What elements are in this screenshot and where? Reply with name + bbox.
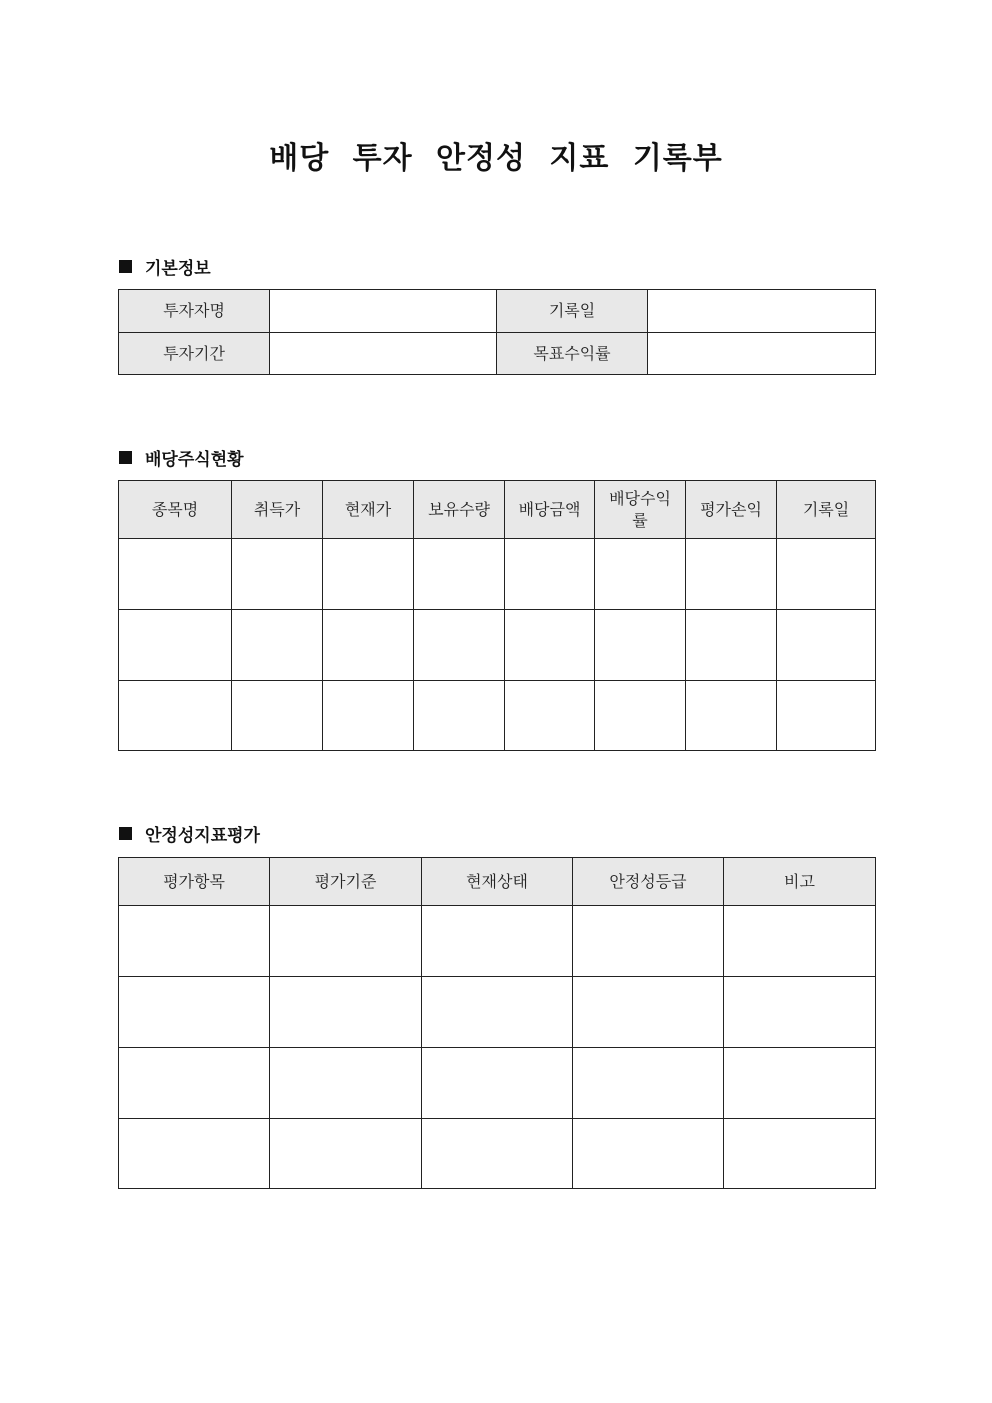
table-cell[interactable] [323,681,414,751]
table-cell[interactable] [270,1119,422,1189]
table-cell[interactable] [777,610,876,681]
table-cell[interactable] [686,681,777,751]
record-date-field[interactable] [648,290,876,333]
table-cell[interactable] [505,610,595,681]
label-investment-period: 투자기간 [119,333,270,375]
table-cell[interactable] [505,539,595,610]
table-cell[interactable] [724,977,876,1048]
table-cell[interactable] [232,539,323,610]
table-cell[interactable] [724,1048,876,1119]
table-cell[interactable] [573,977,724,1048]
table-cell[interactable] [595,681,686,751]
table-row [119,1048,876,1119]
table-cell[interactable] [119,1119,270,1189]
column-header: 비고 [724,858,876,906]
table-row [119,681,876,751]
column-header: 배당금액 [505,481,595,539]
table-cell[interactable] [119,1048,270,1119]
investment-period-field[interactable] [270,333,497,375]
table-cell[interactable] [422,906,573,977]
table-cell[interactable] [414,610,505,681]
column-header: 현재가 [323,481,414,539]
square-bullet-icon [119,451,132,464]
section-heading: 안정성지표평가 [145,826,260,846]
label-record-date: 기록일 [497,290,648,333]
table-cell[interactable] [119,906,270,977]
dividend-stocks-table [118,480,876,751]
table-row [119,290,876,333]
section-stability-eval [119,821,260,846]
label-target-return: 목표수익률 [497,333,648,375]
table-cell[interactable] [724,906,876,977]
table-header-row [119,481,876,539]
table-cell[interactable] [573,906,724,977]
table-cell[interactable] [422,977,573,1048]
column-header: 취득가 [232,481,323,539]
table-cell[interactable] [323,539,414,610]
column-header: 안정성등급 [573,858,724,906]
table-cell[interactable] [232,610,323,681]
column-header: 기록일 [777,481,876,539]
table-cell[interactable] [686,610,777,681]
square-bullet-icon [119,260,132,273]
table-cell[interactable] [595,610,686,681]
table-cell[interactable] [270,1048,422,1119]
table-cell[interactable] [119,610,232,681]
table-cell[interactable] [422,1119,573,1189]
table-row [119,333,876,375]
table-cell[interactable] [724,1119,876,1189]
label-investor-name: 투자자명 [119,290,270,333]
table-cell[interactable] [573,1119,724,1189]
table-cell[interactable] [270,977,422,1048]
section-basic-info [119,254,211,279]
table-cell[interactable] [119,681,232,751]
section-dividend-stocks [119,445,244,470]
column-header: 평가항목 [119,858,270,906]
basic-info-table [118,289,876,375]
table-cell[interactable] [414,681,505,751]
table-cell[interactable] [119,977,270,1048]
table-row [119,539,876,610]
table-row [119,1119,876,1189]
document-title: 배당 투자 안정성 지표 기록부 [269,141,723,176]
section-heading: 배당주식현황 [145,450,244,470]
column-header: 배당수익률 [595,481,686,539]
table-cell[interactable] [232,681,323,751]
table-row [119,977,876,1048]
table-header-row [119,858,876,906]
column-header: 현재상태 [422,858,573,906]
square-bullet-icon [119,827,132,840]
table-cell[interactable] [595,539,686,610]
column-header: 종목명 [119,481,232,539]
table-cell[interactable] [422,1048,573,1119]
investor-name-field[interactable] [270,290,497,333]
target-return-field[interactable] [648,333,876,375]
table-cell[interactable] [270,906,422,977]
column-header: 보유수량 [414,481,505,539]
table-cell[interactable] [414,539,505,610]
table-cell[interactable] [323,610,414,681]
table-cell[interactable] [119,539,232,610]
column-header: 평가손익 [686,481,777,539]
table-row [119,906,876,977]
table-cell[interactable] [573,1048,724,1119]
stability-eval-table [118,857,876,1189]
section-heading: 기본정보 [145,259,211,279]
table-cell[interactable] [505,681,595,751]
column-header: 평가기준 [270,858,422,906]
table-cell[interactable] [686,539,777,610]
table-cell[interactable] [777,539,876,610]
table-row [119,610,876,681]
table-cell[interactable] [777,681,876,751]
